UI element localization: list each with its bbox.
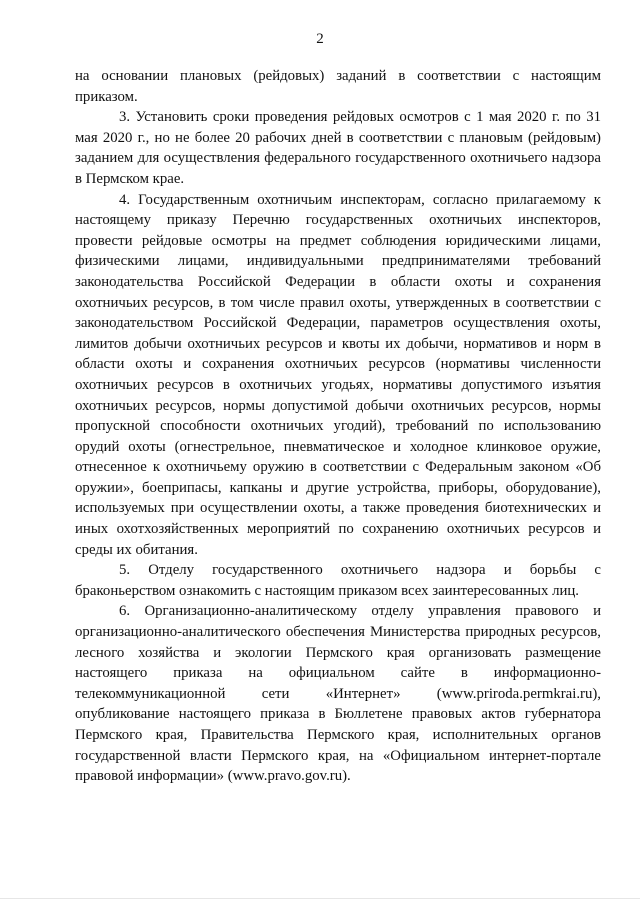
paragraph-item-4: 4. Государственным охотничьим инспекторам, согласно прилагаемому к настоящему приказу Перечню государственных охотничьих инспекторов, провести рейдовые осмотры на предмет соблюдения юридическими лицами, физическими лицами, индивидуальными предпринимателями требований законодательства Российской Федерации в области охоты и сохранения охотничьих ресурсов, в том числе правил охоты, утвержденных в соответствии с законодательством Российской Федерации, параметров осуществления охоты, лимитов добычи охотничьих ресурсов и квоты их добычи, нормативов и норм в области охоты и сохранения охотничьих ресурсов (нормативы численности охотничьих ресурсов в охотничьих угодьях, нормативы допустимого изъятия охотничьих ресурсов, нормы допустимой добычи охотничьих ресурсов, нормы пропускной способности охотничьих угодий), требований по использованию орудий охоты (огнестрельное, пневматическое и холодное клинковое оружие, отнесенное к охотничьему оружию в соответствии с Федеральным законом «Об оружии», боеприпасы, капканы и другие устройства, приборы, оборудование), используемых при осуществлении охоты, а также проведения биотехнических и иных охотхозяйственных мероприятий по сохранению охотничьих ресурсов и среды их обитания. xyxy=(75,191,601,558)
paragraph-item-6: 6. Организационно-аналитическому отделу управления правового и организационно-аналитического обеспечения Министерства природных ресурсов, лесного хозяйства и экологии Пермского края организовать размещение настоящего приказа на официальном сайте в информационно-телекоммуникационной сети «Интернет» (www.priroda.permkrai.ru), опубликование настоящего приказа в Бюллетене правовых актов губернатора Пермского края, Правительства Пермского края, исполнительных органов государственной власти Пермского края, на «Официальном интернет-портале правовой информации» (www.pravo.gov.ru). xyxy=(75,603,601,785)
document-body xyxy=(75,66,601,787)
page-bottom-edge xyxy=(0,898,640,899)
page-number: 2 xyxy=(316,31,324,47)
paragraph-item-5: 5. Отделу государственного охотничьего надзора и борьбы с браконьерством ознакомить с настоящим приказом всех заинтересованных лиц. xyxy=(75,562,601,599)
paragraph-item-3: 3. Установить сроки проведения рейдовых осмотров с 1 мая 2020 г. по 31 мая 2020 г., но не более 20 рабочих дней в соответствии с плановым (рейдовым) заданием для осуществления федерального государственного охотничьего надзора в Пермском крае. xyxy=(75,109,601,187)
paragraph-continuation: на основании плановых (рейдовых) заданий в соответствии с настоящим приказом. xyxy=(75,68,601,105)
